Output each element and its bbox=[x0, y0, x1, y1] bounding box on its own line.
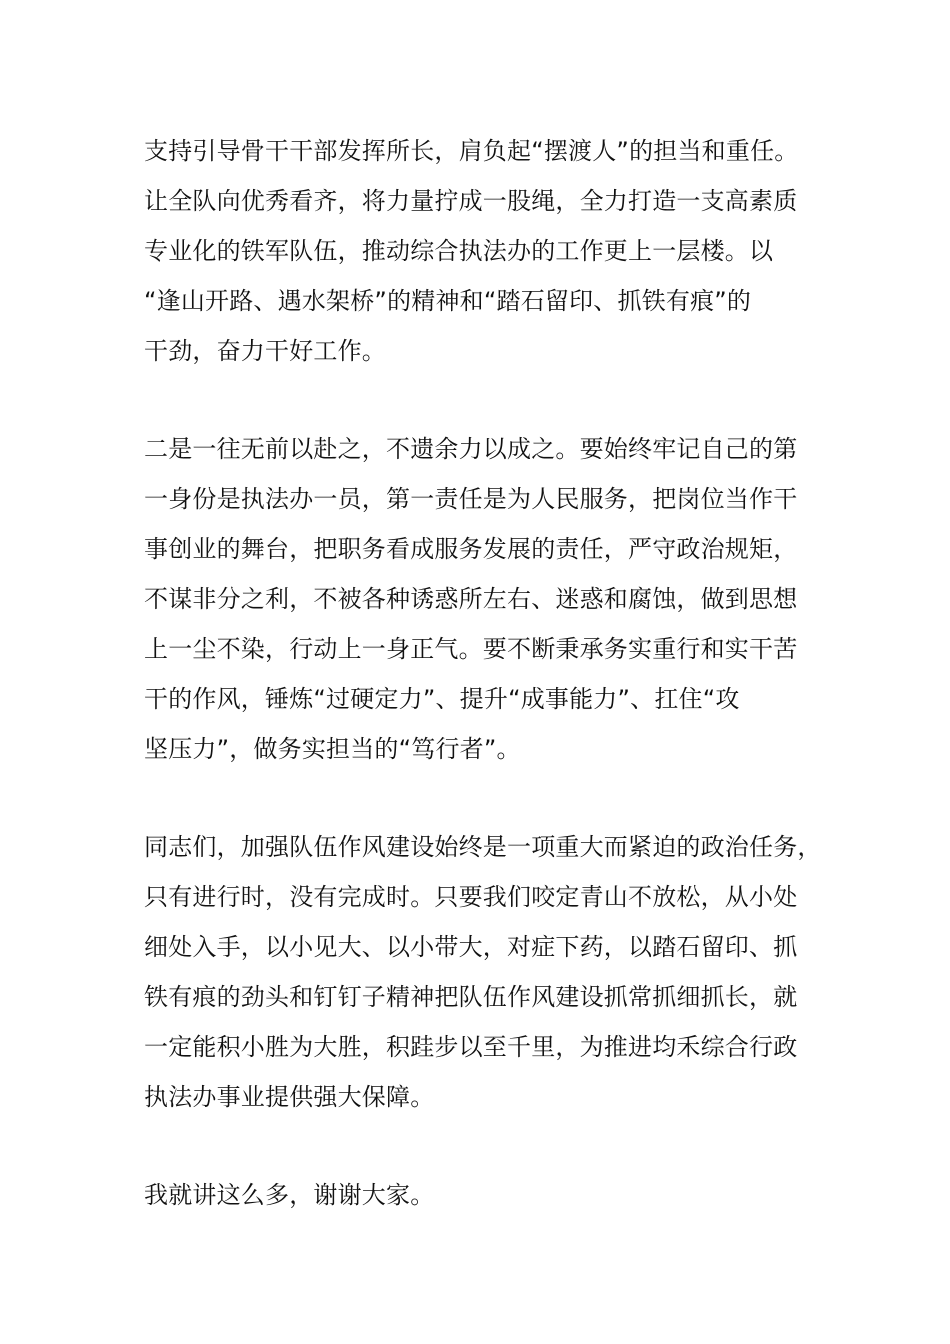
paragraph-spacer bbox=[144, 1122, 812, 1170]
paragraph-line: 二是一往无前以赴之，不遗余力以成之。要始终牢记自己的第 bbox=[144, 435, 798, 463]
paragraph-line: 让全队向优秀看齐，将力量拧成一股绳，全力打造一支高素质 bbox=[144, 187, 798, 215]
paragraph-line: “逢山开路、遇水架桥”的精神和“踏石留印、抓铁有痕”的 bbox=[144, 287, 752, 315]
paragraph-line: 支持引导骨干干部发挥所长，肩负起“摆渡人”的担当和重任。 bbox=[144, 137, 799, 165]
paragraph-spacer bbox=[144, 774, 812, 822]
paragraph-line: 上一尘不染，行动上一身正气。要不断秉承务实重行和实干苦 bbox=[144, 635, 798, 663]
paragraph-line: 事创业的舞台，把职务看成服务发展的责任，严守政治规矩， bbox=[144, 535, 798, 563]
paragraph-line: 干劲，奋力干好工作。 bbox=[144, 337, 386, 365]
paragraph-3 bbox=[144, 822, 822, 1122]
paragraph-line: 干的作风，锤炼“过硬定力”、提升“成事能力”、扛住“攻 bbox=[144, 685, 740, 713]
paragraph-4 bbox=[144, 1170, 812, 1220]
paragraph-line: 一身份是执法办一员，第一责任是为人民服务，把岗位当作干 bbox=[144, 485, 798, 513]
paragraph-line: 只有进行时，没有完成时。只要我们咬定青山不放松，从小处 bbox=[144, 883, 798, 911]
paragraph-line: 同志们，加强队伍作风建设始终是一项重大而紧迫的政治任务， bbox=[144, 833, 822, 861]
paragraph-1 bbox=[144, 126, 812, 376]
paragraph-spacer bbox=[144, 376, 812, 424]
paragraph-line: 铁有痕的劲头和钉钉子精神把队伍作风建设抓常抓细抓长，就 bbox=[144, 983, 798, 1011]
paragraph-line: 细处入手，以小见大、以小带大，对症下药，以踏石留印、抓 bbox=[144, 933, 798, 961]
paragraph-line: 专业化的铁军队伍，推动综合执法办的工作更上一层楼。以 bbox=[144, 237, 774, 265]
paragraph-line: 我就讲这么多，谢谢大家。 bbox=[144, 1181, 435, 1209]
paragraph-line: 不谋非分之利，不被各种诱惑所左右、迷惑和腐蚀，做到思想 bbox=[144, 585, 798, 613]
paragraph-line: 执法办事业提供强大保障。 bbox=[144, 1083, 435, 1111]
document-body bbox=[144, 126, 822, 1220]
paragraph-2 bbox=[144, 424, 812, 774]
paragraph-line: 坚压力”，做务实担当的“笃行者”。 bbox=[144, 735, 521, 763]
paragraph-line: 一定能积小胜为大胜，积跬步以至千里，为推进均禾综合行政 bbox=[144, 1033, 798, 1061]
